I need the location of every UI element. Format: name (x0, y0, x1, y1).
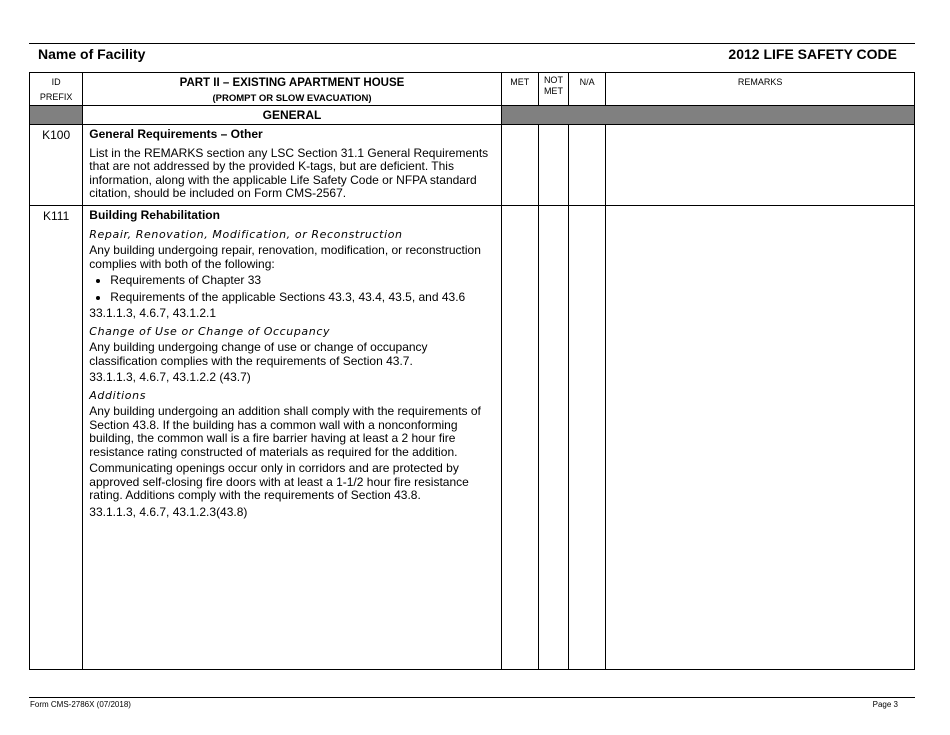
id-header-line1: ID (51, 77, 61, 87)
k111-ref-additions: 33.1.1.3, 4.6.7, 43.1.2.3(43.8) (89, 504, 248, 519)
k111-text-openings: Communicating openings occur only in corridors and are protected by approved self-closing fire doors with at least a 1-1/2 hour fire resistance rating. Additions comply with the requirements of Section 43.8. (89, 461, 469, 502)
not-met-header (538, 73, 568, 106)
k111-subheading-change-of-use: Change of Use or Change of Occupancy (89, 324, 331, 338)
k100-id: K100 (30, 125, 83, 206)
table-row-k111 (30, 206, 915, 670)
k100-na-cell[interactable] (569, 125, 606, 206)
na-header (569, 73, 606, 106)
k111-text-repair: Any building undergoing repair, renovation, modification, or reconstruction complies with both of the following: (89, 243, 481, 271)
k111-ref-change-of-use: 33.1.1.3, 4.6.7, 43.1.2.2 (43.7) (89, 370, 251, 384)
na-header-label: N/A (579, 77, 595, 87)
general-section-label: GENERAL (83, 106, 501, 125)
not-met-header-line1: NOT (543, 75, 563, 85)
general-shaded-cell (501, 106, 914, 125)
list-item: • Requirements of Chapter 33 (110, 274, 495, 288)
part-subtitle: (PROMPT OR SLOW EVACUATION) (212, 93, 372, 104)
k111-subheading-additions: Additions (89, 388, 147, 402)
header-row (30, 73, 915, 106)
k111-met-cell[interactable] (501, 206, 538, 670)
k100-title: General Requirements – Other (89, 127, 263, 141)
remarks-header-label: REMARKS (737, 77, 783, 87)
list-item: • Requirements of the applicable Sections 43.3, 43.4, 43.5, and 43.6 (110, 291, 495, 305)
met-header (501, 73, 538, 106)
k111-bullet-list (89, 274, 495, 304)
k111-text-additions: Any building undergoing an addition shall comply with the requirements of Section 43.8. If the building has a common wall with a nonconforming building, the common wall is a fire barrier having at least a 2 hour fire resistance rating constructed of materials as required for the addition. (89, 404, 481, 459)
k100-remarks-cell[interactable] (606, 125, 915, 206)
k111-title: Building Rehabilitation (89, 208, 220, 222)
table-row-k100 (30, 125, 915, 206)
id-prefix-header (30, 73, 83, 106)
survey-table (29, 72, 915, 670)
footer-rule (29, 697, 915, 698)
part-header (83, 73, 501, 106)
facility-name-label: Name of Facility (38, 46, 146, 62)
remarks-header (606, 73, 915, 106)
k100-text: List in the REMARKS section any LSC Section 31.1 General Requirements that are not addressed by the provided K-tags, but are deficient. This information, along with the applicable Life Safety Code or NFPA standard citation, should be included on Form CMS-2567. (89, 145, 489, 200)
k111-na-cell[interactable] (569, 206, 606, 670)
k111-subheading-repair: Repair, Renovation, Modification, or Reconstruction (89, 227, 403, 241)
k100-not-met-cell[interactable] (538, 125, 568, 206)
general-id-cell (30, 106, 83, 125)
page-number: Page 3 (872, 700, 898, 709)
form-number: Form CMS-2786X (07/2018) (30, 700, 131, 709)
k111-not-met-cell[interactable] (538, 206, 568, 670)
not-met-header-line2: MET (543, 86, 563, 96)
k111-ref-repair: 33.1.1.3, 4.6.7, 43.1.2.1 (89, 306, 217, 320)
code-title: 2012 LIFE SAFETY CODE (728, 46, 897, 62)
k111-text-change-of-use: Any building undergoing change of use or change of occupancy classification complies with the requirements of Section 43.7. (89, 340, 428, 368)
header-rule (29, 43, 915, 44)
k100-description (83, 125, 501, 206)
met-header-label: MET (510, 77, 530, 87)
k100-met-cell[interactable] (501, 125, 538, 206)
id-header-line2: PREFIX (39, 92, 73, 102)
k111-id: K111 (30, 206, 83, 670)
k111-description (83, 206, 501, 670)
k111-remarks-cell[interactable] (606, 206, 915, 670)
general-section-row (30, 106, 915, 125)
part-title: PART II – EXISTING APARTMENT HOUSE (179, 77, 405, 89)
